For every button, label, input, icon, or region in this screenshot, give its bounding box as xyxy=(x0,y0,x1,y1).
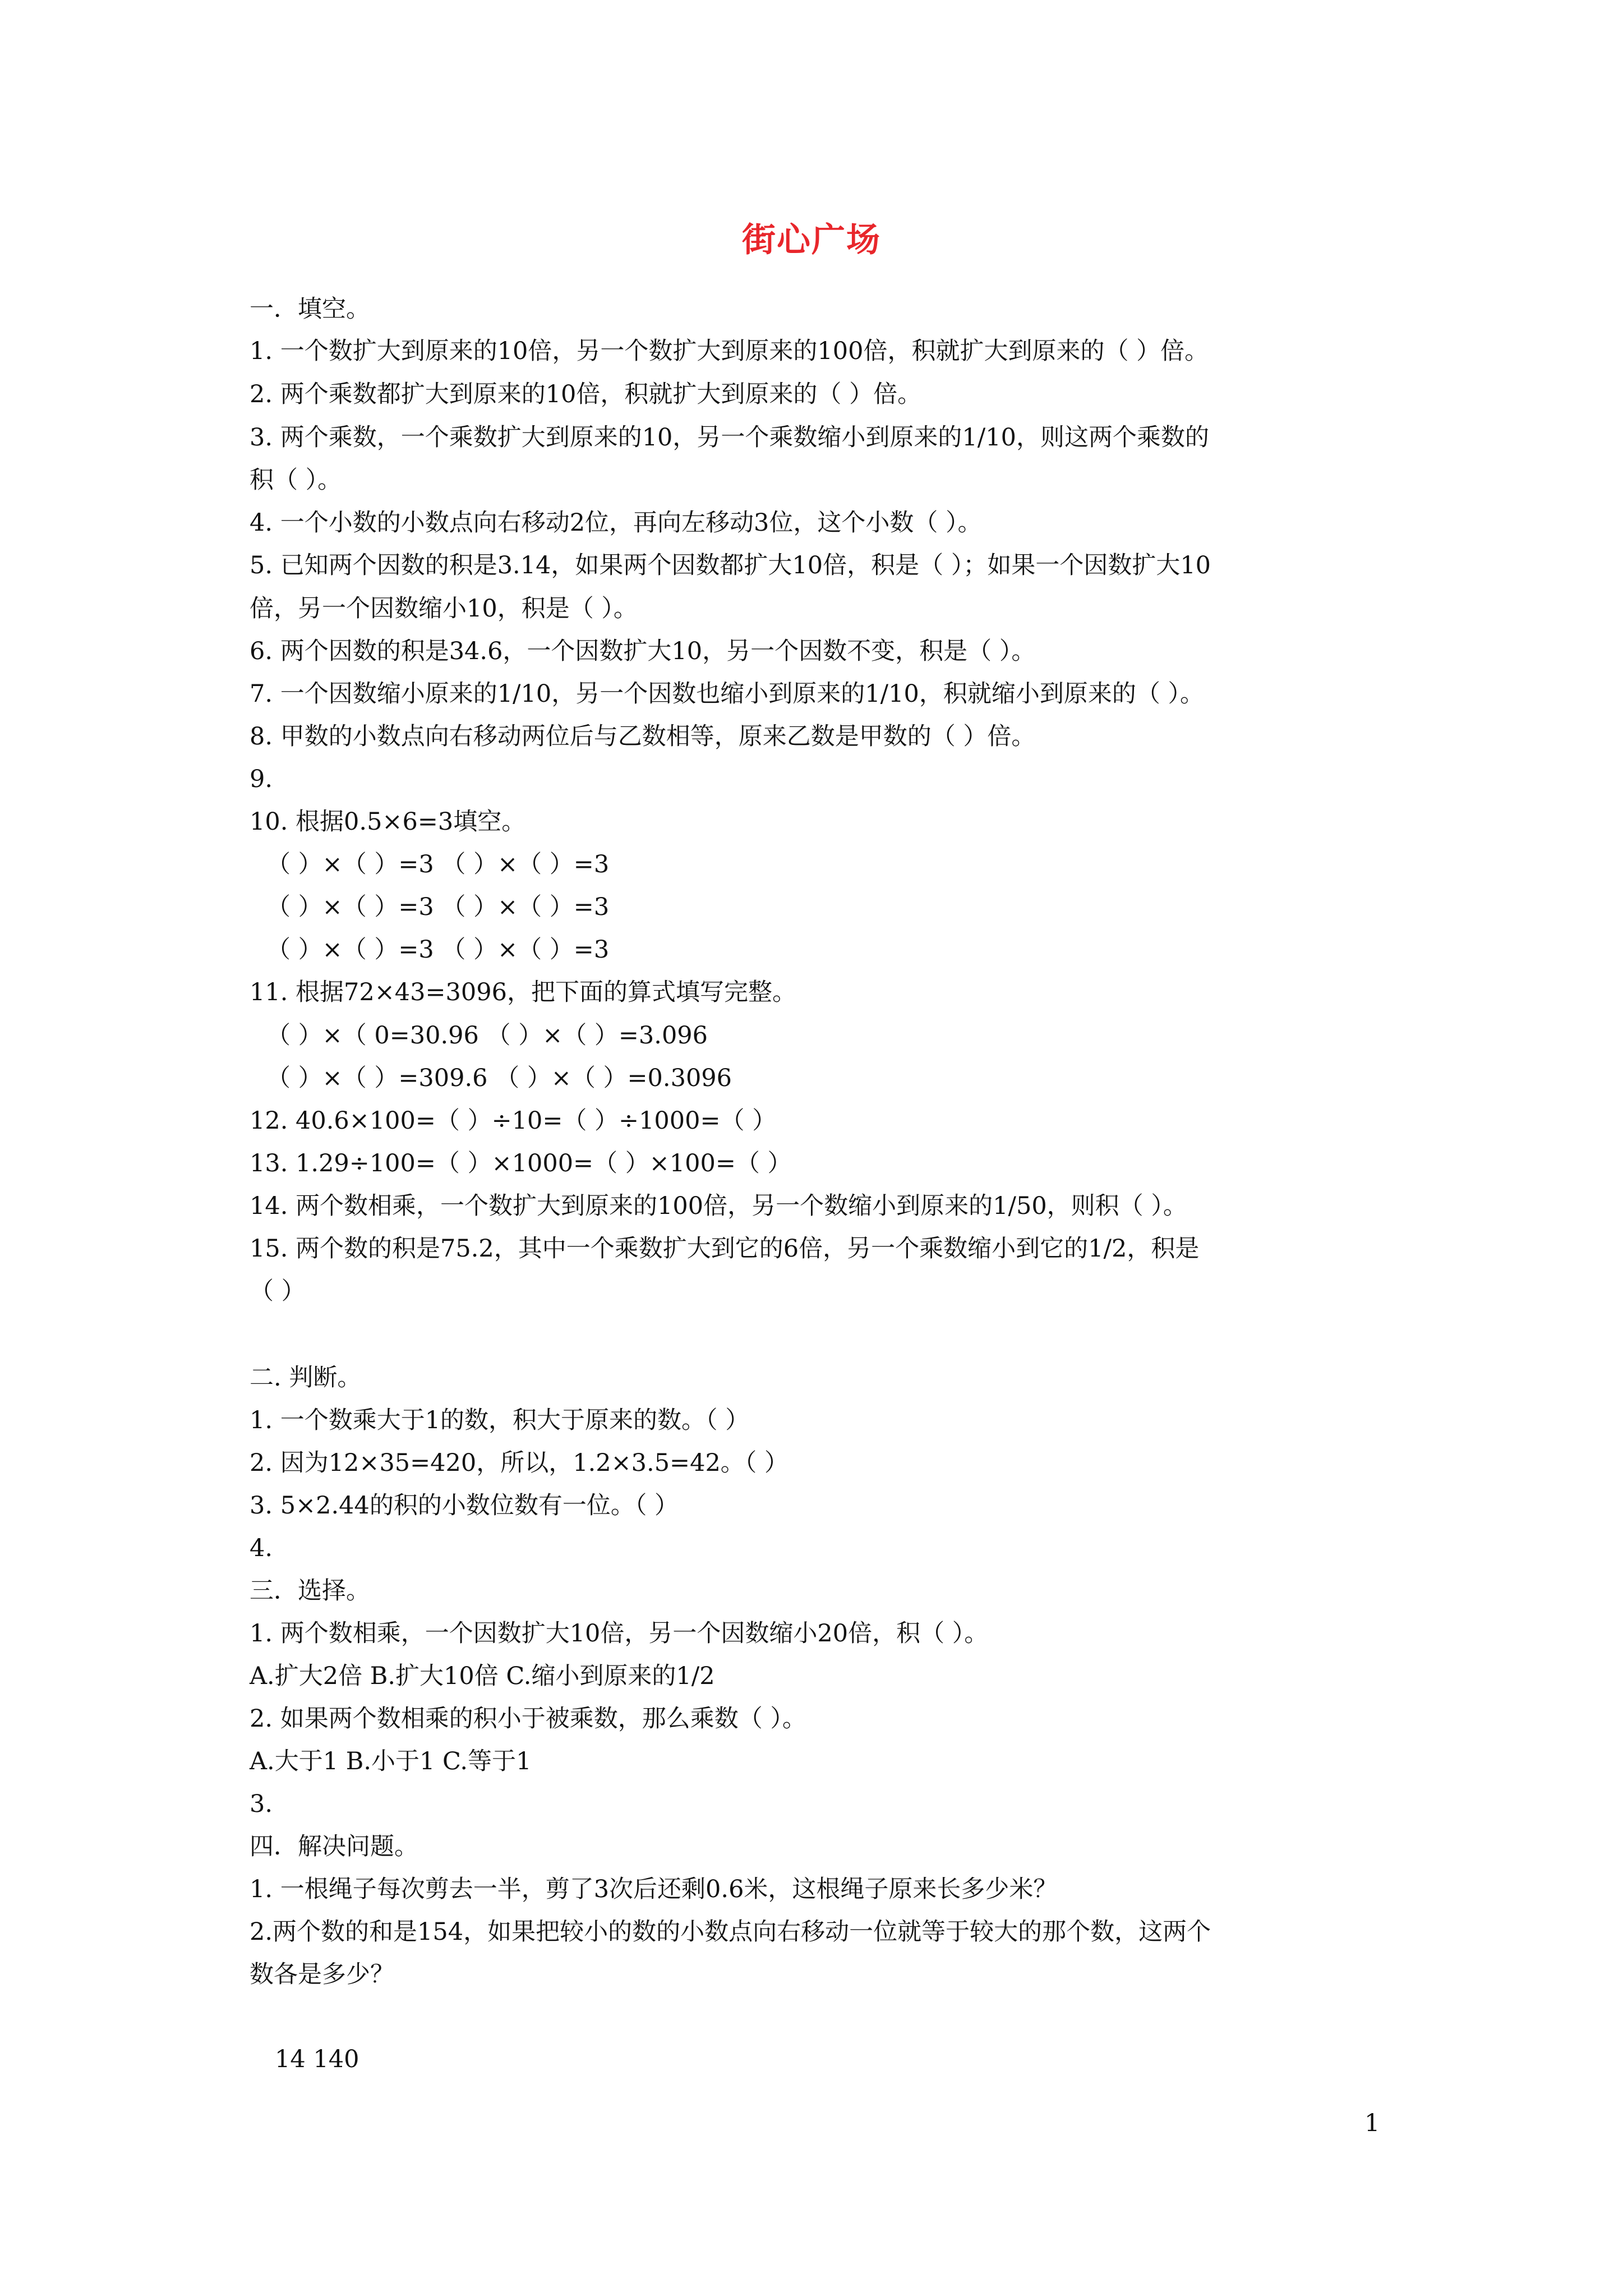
question-line: 2. 两个乘数都扩大到原来的10倍，积就扩大到原来的（ ）倍。 xyxy=(250,380,922,408)
question-line: 2. 如果两个数相乘的积小于被乘数，那么乘数（ ）。 xyxy=(250,1705,806,1733)
question-line: 12. 40.6×100=（ ）÷10=（ ）÷1000=（ ） xyxy=(250,1107,777,1135)
question-line: 11. 根据72×43=3096，把下面的算式填写完整。 xyxy=(250,978,796,1006)
question-line: 15. 两个数的积是75.2，其中一个乘数扩大到它的6倍，另一个乘数缩小到它的1/2，积是 xyxy=(250,1235,1200,1263)
question-line: 7. 一个因数缩小原来的1/10，另一个因数也缩小到原来的1/10，积就缩小到原来的（ ）。 xyxy=(250,680,1204,708)
question-line: 1. 一根绳子每次剪去一半，剪了3次后还剩0.6米，这根绳子原来长多少米？ xyxy=(250,1875,1058,1903)
equation-line: （ ）×（ ）=3 （ ）×（ ）=3 xyxy=(266,893,610,921)
question-line: 3. xyxy=(250,1790,273,1818)
question-line: 2.两个数的和是154，如果把较小的数的小数点向右移动一位就等于较大的那个数，这两个 xyxy=(250,1918,1211,1946)
question-line: 8. 甲数的小数点向右移动两位后与乙数相等，原来乙数是甲数的（ ）倍。 xyxy=(250,723,1036,751)
equation-line: （ ）×（ 0=30.96 （ ）×（ ）=3.096 xyxy=(266,1022,708,1050)
question-line: 9. xyxy=(250,765,273,793)
equation-line: （ ）×（ ）=3 （ ）×（ ）=3 xyxy=(266,936,610,964)
question-line: 2. 因为12×35=420，所以，1.2×3.5=42。（ ） xyxy=(250,1449,789,1477)
equation-line: （ ）×（ ）=309.6 （ ）×（ ）=0.3096 xyxy=(266,1064,732,1092)
question-line: 1. 两个数相乘，一个因数扩大10倍，另一个因数缩小20倍，积（ ）。 xyxy=(250,1619,989,1648)
question-line: 1. 一个数乘大于1的数，积大于原来的数。（ ） xyxy=(250,1406,750,1434)
answer-options: A.大于1 B.小于1 C.等于1 xyxy=(250,1747,532,1775)
question-line: 13. 1.29÷100=（ ）×1000=（ ）×100=（ ） xyxy=(250,1149,792,1177)
question-line: （ ） xyxy=(250,1277,306,1305)
question-line: 6. 两个因数的积是34.6，一个因数扩大10，另一个因数不变，积是（ ）。 xyxy=(250,637,1036,665)
question-line: 1. 一个数扩大到原来的10倍，另一个数扩大到原来的100倍，积就扩大到原来的（ ）倍。 xyxy=(250,337,1209,365)
section-heading: 四．解决问题。 xyxy=(250,1833,418,1861)
question-line: 14. 两个数相乘，一个数扩大到原来的100倍，另一个数缩小到原来的1/50，则积（ ）。 xyxy=(250,1192,1187,1220)
question-line: 3. 5×2.44的积的小数位数有一位。（ ） xyxy=(250,1492,679,1520)
answer-options: A.扩大2倍 B.扩大10倍 C.缩小到原来的1/2 xyxy=(250,1662,715,1690)
question-line: 10. 根据0.5×6=3填空。 xyxy=(250,808,526,836)
question-line: 数各是多少？ xyxy=(250,1961,394,1989)
question-line: 积（ ）。 xyxy=(250,466,342,494)
question-line: 倍，另一个因数缩小10，积是（ ）。 xyxy=(250,595,638,623)
page-title: 街心广场 xyxy=(742,220,881,260)
question-line: 3. 两个乘数，一个乘数扩大到原来的10，另一个乘数缩小到原来的1/10，则这两个乘数的 xyxy=(250,424,1209,452)
section-heading: 三．选择。 xyxy=(250,1577,370,1605)
equation-line: （ ）×（ ）=3 （ ）×（ ）=3 xyxy=(266,850,610,878)
question-line: 4. xyxy=(250,1534,273,1562)
question-line: 5. 已知两个因数的积是3.14，如果两个因数都扩大10倍，积是（ ）；如果一个因数扩大10 xyxy=(250,551,1211,579)
section-heading: 二. 判断。 xyxy=(250,1364,362,1392)
section-heading: 一．填空。 xyxy=(250,295,370,323)
page-number: 1 xyxy=(1364,2109,1380,2137)
question-line: 4. 一个小数的小数点向右移动2位，再向左移动3位，这个小数（ ）。 xyxy=(250,509,982,537)
answer-note: 14 140 xyxy=(275,2045,359,2073)
